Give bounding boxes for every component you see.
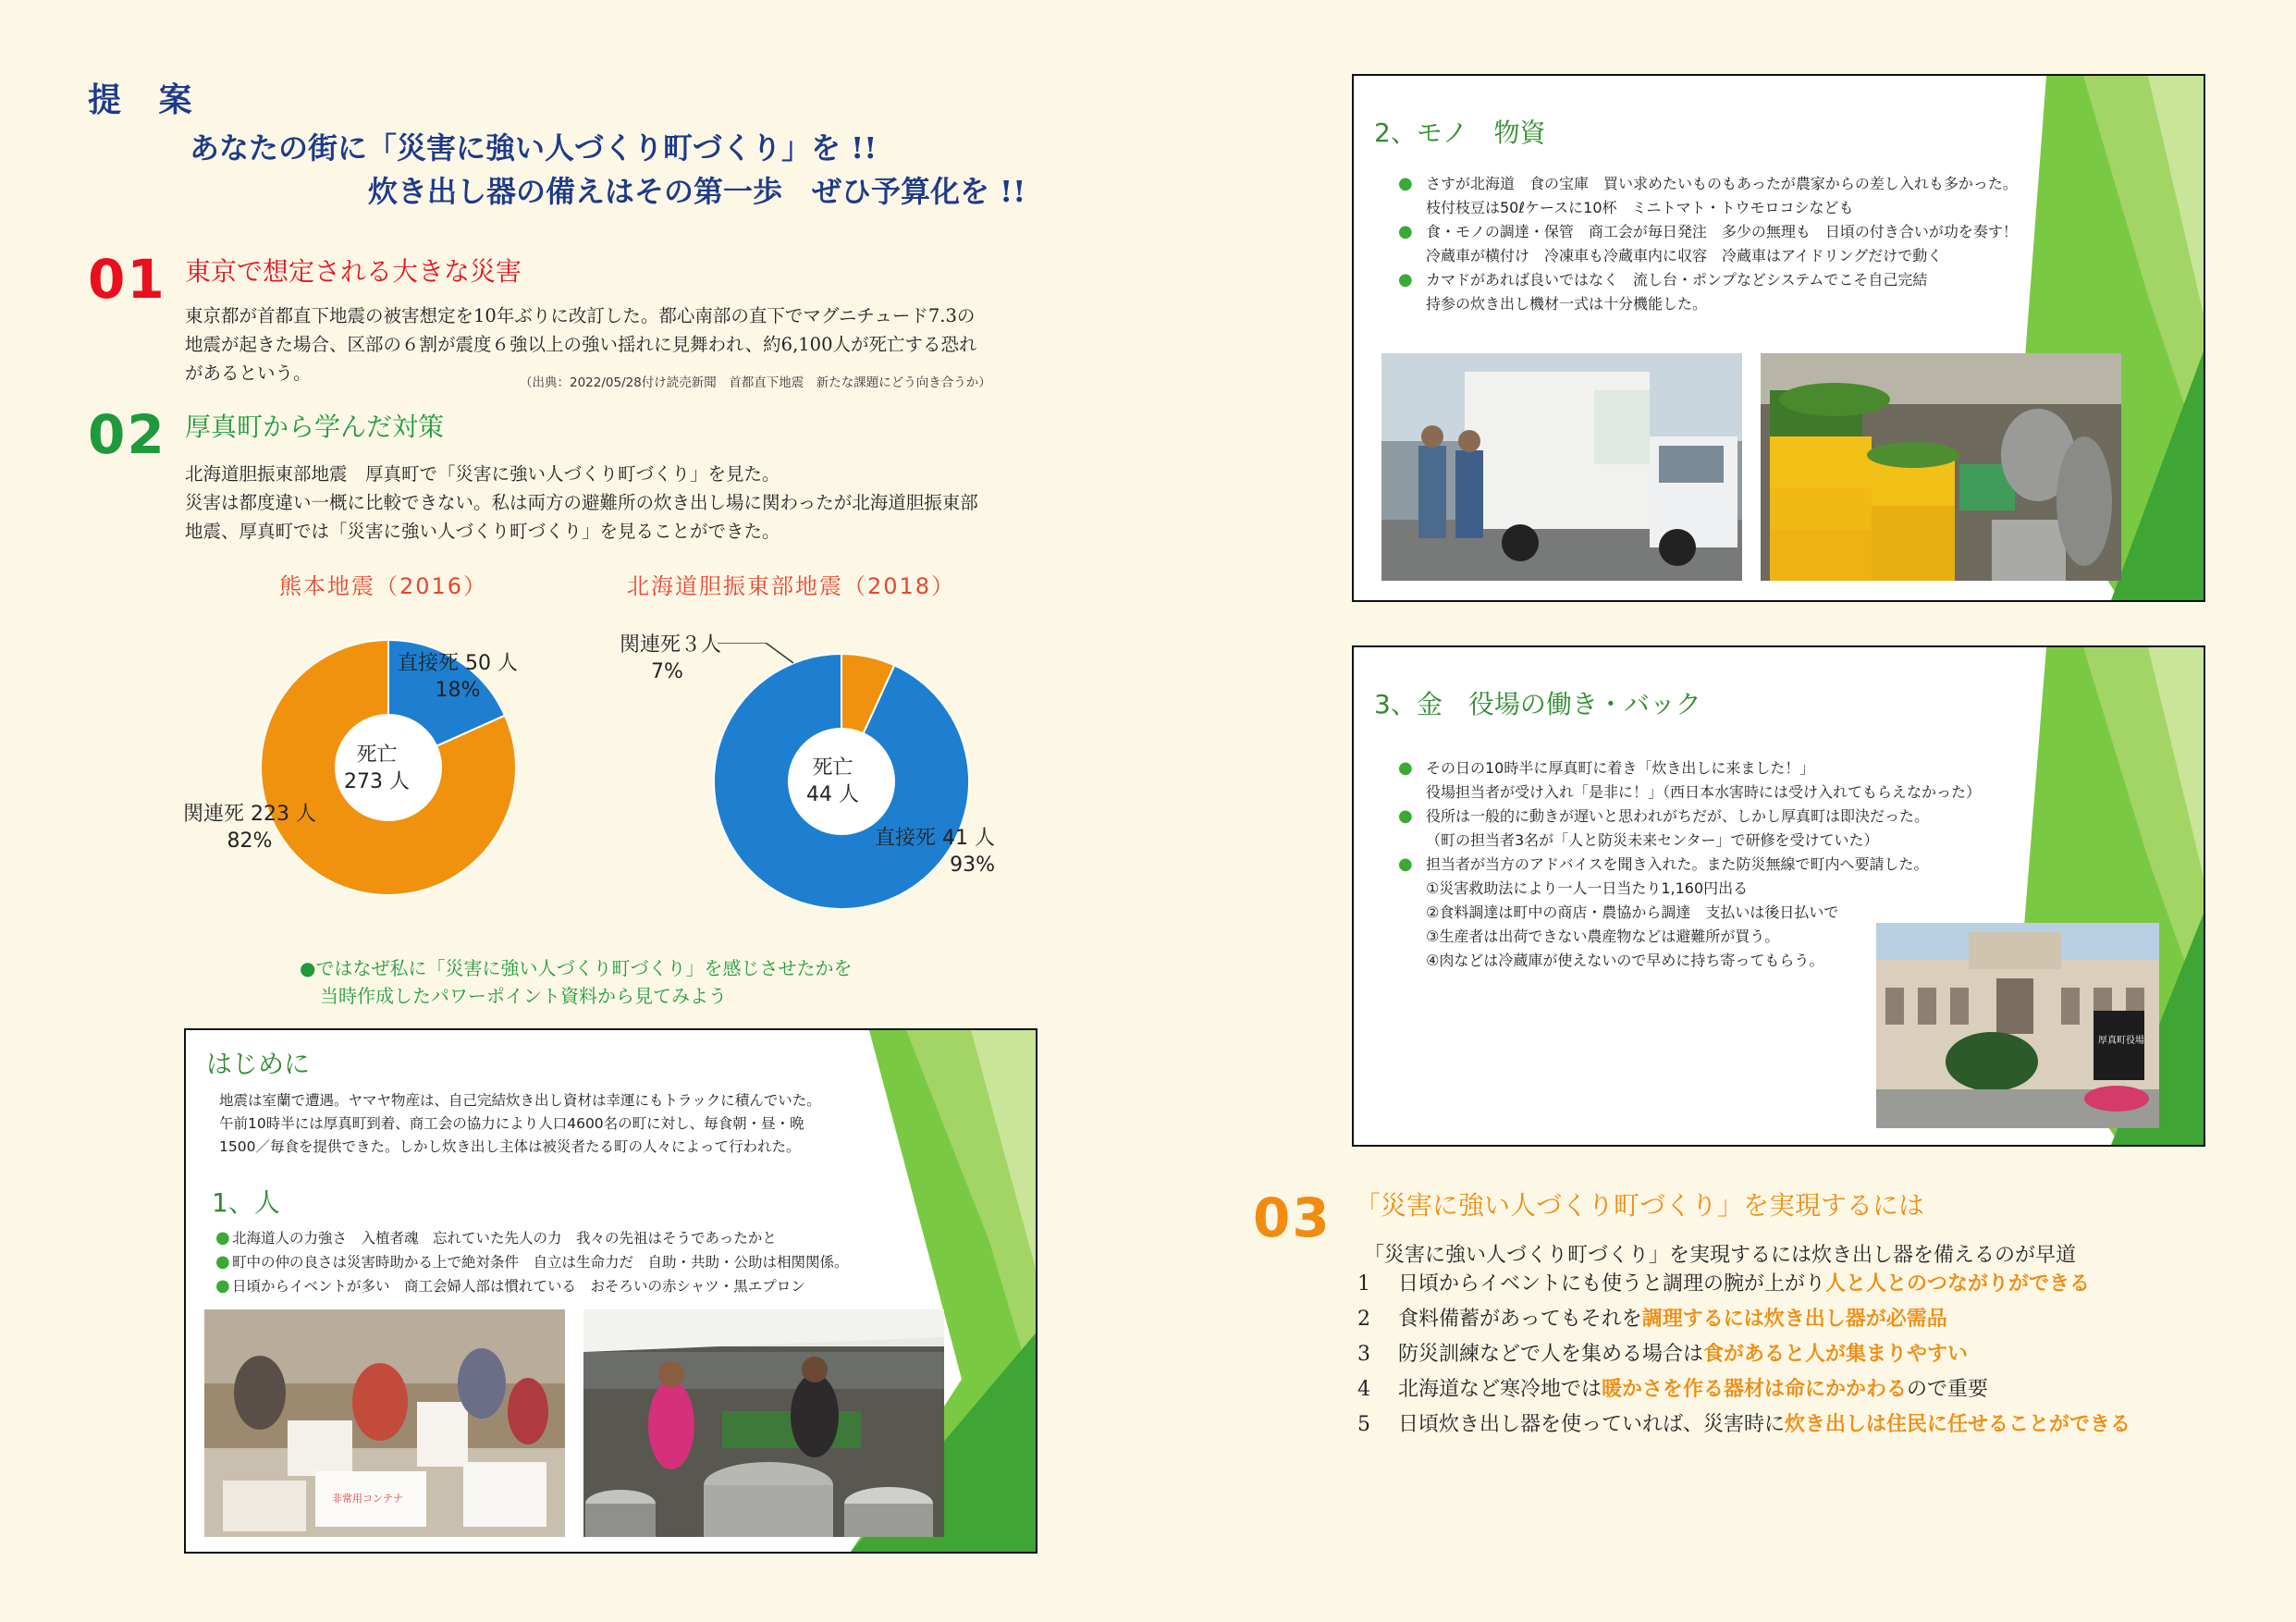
bullet-item: ● 食・モノの調達・保管 商工会が毎日発注 多少の無理も 日頃の付き合いが功を奏す！	[1398, 220, 2018, 244]
truck-photo	[1381, 353, 1742, 581]
item-text: 日頃炊き出し器を使っていれば、災害時に	[1398, 1413, 1786, 1436]
box-label: 非常用コンテナ	[332, 1493, 403, 1505]
section-03-lead: 「災害に強い人づくり町づくり」を実現するには炊き出し器を備えるのが早道	[1364, 1244, 2077, 1267]
slide-goods	[1352, 74, 2205, 602]
slice-label: 直接死 41 人	[875, 827, 995, 850]
bullet-item: ● 日頃からイベントが多い 商工会婦人部は慣れている おそろいの赤シャツ・黒エプロン	[215, 1274, 849, 1298]
bullet-text: 食・モノの調達・保管 商工会が毎日発注 多少の無理も 日頃の付き合いが功を奏す！	[1426, 223, 2018, 240]
slice-percent: 18%	[435, 679, 481, 702]
town-hall-photo	[1876, 923, 2159, 1128]
slide-intro-line: 午前10時半には厚真町到着、商工会の協力により人口4600名の町に対し、毎食朝・昼・晩	[219, 1115, 804, 1132]
section-02-line: 北海道胆振東部地震 厚真町で「災害に強い人づくり町づくり」を見た。	[185, 463, 780, 485]
bullet-text: 担当者が当方のアドバイスを聞き入れた。また防災無線で町内へ要請した。	[1426, 855, 1929, 873]
center-label-line: 死亡	[812, 756, 853, 780]
slice-percent: 93%	[950, 854, 995, 877]
item-highlight: 暖かさを作る器材は命にかかわる	[1602, 1378, 1908, 1401]
list-item	[1357, 1337, 2130, 1372]
section-01-line: があるという。	[185, 362, 312, 384]
item-text-after: ので重要	[1907, 1378, 1989, 1401]
leader-line	[718, 643, 793, 663]
slide-intro-bullets	[215, 1226, 849, 1298]
bullet-item: ● さすが北海道 食の宝庫 買い求めたいものもあったが農家からの差し入れも多かった。	[1398, 172, 2018, 196]
note-line: 当時作成したパワーポイント資料から見てみよう	[320, 985, 727, 1007]
bullet-item: ● 北海道人の力強さ 入植者魂 忘れていた先人の力 我々の先祖はそうであったかと	[215, 1226, 849, 1250]
chart-2-title: 北海道胆振東部地震（2018）	[627, 573, 956, 599]
item-number: 2	[1357, 1308, 1370, 1331]
slide-intro-line: 地震は室蘭で遭遇。ヤマヤ物産は、自己完結炊き出し資材は幸運にもトラックに積んでいた。	[219, 1092, 821, 1109]
bullet-item: ● 役所は一般的に動きが遅いと思われがちだが、しかし厚真町は即決だった。	[1398, 805, 1981, 829]
center-label-line: 44 人	[806, 783, 859, 806]
slide-goods-bullets	[1398, 172, 2018, 316]
slice-label: 直接死 50 人	[398, 652, 518, 675]
bullet-subtext: ②食料調達は町中の商店・農協から調達 支払いは後日払いで	[1426, 903, 1839, 921]
item-text: 日頃からイベントにも使うと調理の腕が上がり	[1398, 1272, 1826, 1296]
slogan-line-1: あなたの街に「災害に強い人づくり町づくり」を !!	[190, 130, 878, 166]
item-number: 4	[1357, 1378, 1370, 1401]
slide-goods-title: 2、モノ 物資	[1374, 117, 1546, 148]
bullet-subtext: ④肉などは冷蔵庫が使えないので早めに持ち寄ってもらう。	[1426, 952, 1824, 969]
bullet-subtext: 持参の炊き出し機材一式は十分機能した。	[1426, 295, 1708, 313]
section-01-line: 東京都が首都直下地震の被害想定を10年ぶりに改訂した。都心南部の直下でマグニチュード7.3の	[185, 305, 976, 326]
bullet-item: ● 町中の仲の良さは災害時助かる上で絶対条件 自立は生命力だ 自助・共助・公助は相関関係。	[215, 1250, 849, 1274]
bullet-subtext: 冷蔵車が横付け 冷凍車も冷蔵車内に収容 冷蔵車はアイドリングだけで動く	[1426, 247, 1943, 264]
chart-1-slice-2-label	[183, 801, 316, 854]
section-03-title: 「災害に強い人づくり町づくり」を実現するには	[1355, 1190, 1925, 1221]
bullet-item: ● 担当者が当方のアドバイスを聞き入れた。また防災無線で町内へ要請した。	[1398, 853, 1981, 877]
chart-1-title: 熊本地震（2016）	[279, 573, 488, 599]
item-number: 3	[1357, 1343, 1370, 1366]
chart-2-slice-2-label	[875, 825, 995, 879]
chart-2-slice-1-label	[620, 632, 721, 685]
slice-percent: 82%	[227, 829, 273, 853]
bullet-subtext: 役場担当者が受け入れ「是非に！」（西日本水害時には受け入れてもらえなかった）	[1426, 783, 1982, 801]
section-01-title: 東京で想定される大きな災害	[185, 256, 522, 287]
volunteers-photo	[204, 1309, 565, 1537]
bullet-text: 日頃からイベントが多い 商工会婦人部は慣れている おそろいの赤シャツ・黒エプロン	[232, 1278, 805, 1295]
item-number: 5	[1357, 1413, 1370, 1436]
bullet-text: 町中の仲の良さは災害時助かる上で絶対条件 自立は生命力だ 自助・共助・公助は相関関係。	[232, 1254, 849, 1271]
section-02-note	[300, 954, 852, 1010]
bullet-subtext: ③生産者は出荷できない農産物などは避難所が買う。	[1426, 928, 1780, 945]
list-item	[1357, 1372, 2130, 1407]
item-highlight: 人と人とのつながりができる	[1825, 1272, 2091, 1296]
item-number: 1	[1357, 1272, 1370, 1296]
section-01-number: 01	[88, 248, 166, 311]
list-item	[1357, 1407, 2130, 1443]
section-03-list	[1357, 1267, 2130, 1443]
note-line: ●ではなぜ私に「災害に強い人づくり町づくり」を感じさせたかを	[300, 957, 853, 979]
slide-money-title: 3、金 役場の働き・バック	[1374, 689, 1701, 719]
produce-crates-photo	[1761, 353, 2121, 581]
chart-1-slice-1-label	[398, 650, 518, 704]
bullet-text: 役所は一般的に動きが遅いと思われがちだが、しかし厚真町は即決だった。	[1426, 807, 1930, 825]
list-item	[1357, 1267, 2130, 1302]
item-highlight: 食があると人が集まりやすい	[1703, 1343, 1969, 1366]
bullet-text: 北海道人の力強さ 入植者魂 忘れていた先人の力 我々の先祖はそうであったかと	[232, 1230, 777, 1247]
chart-2-center-label	[806, 755, 859, 808]
center-label-line: 死亡	[356, 743, 398, 767]
bullet-subtext: ①災害救助法により一人一日当たり1,160円出る	[1426, 879, 1749, 897]
section-02-number: 02	[88, 403, 166, 466]
center-label-line: 273 人	[344, 770, 410, 793]
section-03-number: 03	[1253, 1186, 1332, 1249]
slide-money	[1352, 645, 2205, 1147]
chart-1-center-label	[344, 742, 410, 795]
slice-label: 関連死 223 人	[183, 803, 316, 826]
slide-intro-title: はじめに	[206, 1049, 311, 1079]
item-text: 北海道など寒冷地では	[1398, 1378, 1602, 1401]
section-02-title: 厚真町から学んだ対策	[185, 412, 445, 442]
slice-label: 関連死３人	[620, 633, 722, 657]
section-02-line: 災害は都度違い一概に比較できない。私は両方の避難所の炊き出し場に関わったが北海道胆振東部	[185, 492, 978, 513]
slide-intro-subtitle: 1、人	[212, 1187, 280, 1218]
section-02-line: 地震、厚真町では「災害に強い人づくり町づくり」を見ることができた。	[185, 521, 780, 542]
item-highlight: 調理するには炊き出し器が必需品	[1641, 1308, 1947, 1331]
bullet-subtext: 枝付枝豆は50ℓケースに10杯 ミニトマト・トウモロコシなども	[1426, 199, 1854, 216]
item-highlight: 炊き出しは住民に任せることができる	[1785, 1413, 2131, 1436]
item-text: 防災訓練などで人を集める場合は	[1398, 1343, 1704, 1366]
item-text: 食料備蓄があってもそれを	[1398, 1308, 1642, 1331]
slide-intro-line: 1500／毎食を提供できた。しかし炊き出し主体は被災者たる町の人々によって行われた。	[219, 1138, 801, 1155]
bullet-text: カマドがあれば良いではなく 流し台・ポンプなどシステムでこそ自己完結	[1426, 271, 1928, 289]
section-01-line: 地震が起きた場合、区部の６割が震度６強以上の強い揺れに見舞われ、約6,100人が死亡する恐れ	[185, 334, 977, 355]
bullet-text: その日の10時半に厚真町に着き「炊き出しに来ました！」	[1426, 759, 1815, 777]
bullet-subtext: （町の担当者3名が「人と防災未来センター」で研修を受けていた）	[1426, 831, 1879, 849]
proposal-heading: 提 案	[88, 80, 205, 119]
cooking-photo	[583, 1309, 944, 1537]
town-hall-sign: 厚真町役場	[2098, 1036, 2144, 1046]
slogan-line-2: 炊き出し器の備えはその第一歩 ぜひ予算化を !!	[368, 174, 1026, 209]
bullet-item: ● その日の10時半に厚真町に着き「炊き出しに来ました！」	[1398, 756, 1981, 780]
list-item	[1357, 1302, 2130, 1337]
bullet-item: ● カマドがあれば良いではなく 流し台・ポンプなどシステムでこそ自己完結	[1398, 268, 2018, 292]
bullet-text: さすが北海道 食の宝庫 買い求めたいものもあったが農家からの差し入れも多かった。	[1426, 175, 2018, 192]
source-citation: （出典：2022/05/28付け読売新聞 首都直下地震 新たな課題にどう向き合うか）	[520, 375, 991, 390]
slide-intro-body	[219, 1089, 821, 1159]
slide-intro	[184, 1028, 1037, 1554]
slice-percent: 7%	[651, 660, 683, 683]
section-02-body	[185, 460, 1054, 546]
